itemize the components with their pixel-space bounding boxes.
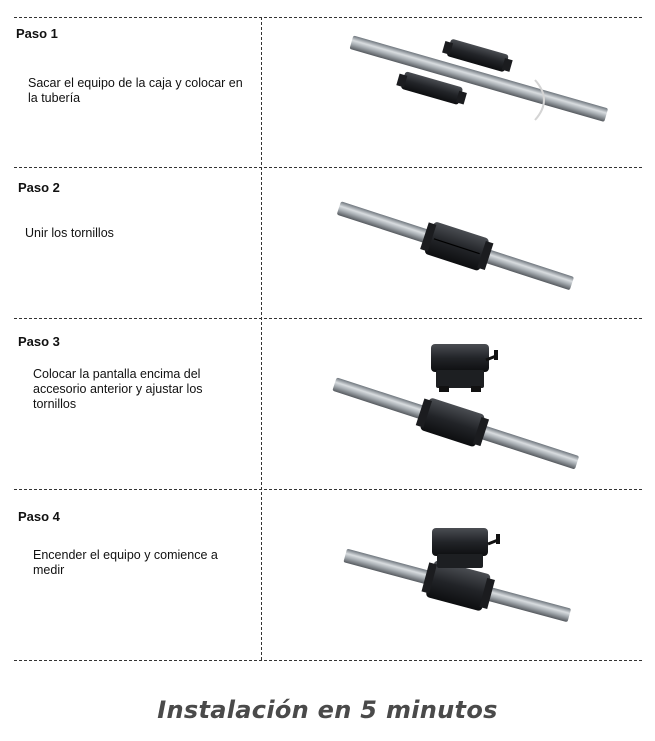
table-top-border	[14, 17, 642, 18]
footer-title: Instalación en 5 minutos	[157, 696, 498, 724]
display-unit	[431, 344, 498, 392]
step-1-title: Paso 1	[16, 26, 58, 41]
step-4-title: Paso 4	[18, 509, 60, 524]
joined-clamp	[419, 220, 494, 273]
step-3-text: Colocar la pantalla encima del accesorio anterior y ajustar los tornillos	[33, 367, 203, 411]
column-divider	[261, 17, 262, 660]
row-divider-1	[14, 167, 642, 168]
mounted-display	[432, 528, 500, 568]
table-bottom-border	[14, 660, 642, 661]
row-divider-2	[14, 318, 642, 319]
step-1-text: Sacar el equipo de la caja y colocar en la tubería	[28, 76, 243, 105]
row-divider-3	[14, 489, 642, 490]
step-1-illustration	[340, 25, 640, 155]
step-2-illustration	[333, 190, 583, 300]
step-2-title: Paso 2	[18, 180, 60, 195]
step-3-title: Paso 3	[18, 334, 60, 349]
step-3-illustration	[328, 338, 588, 478]
step-4-text: Encender el equipo y comience a medir	[33, 548, 218, 577]
step-4-illustration	[340, 520, 580, 640]
step-2-text: Unir los tornillos	[25, 226, 114, 240]
clamp	[415, 396, 490, 449]
